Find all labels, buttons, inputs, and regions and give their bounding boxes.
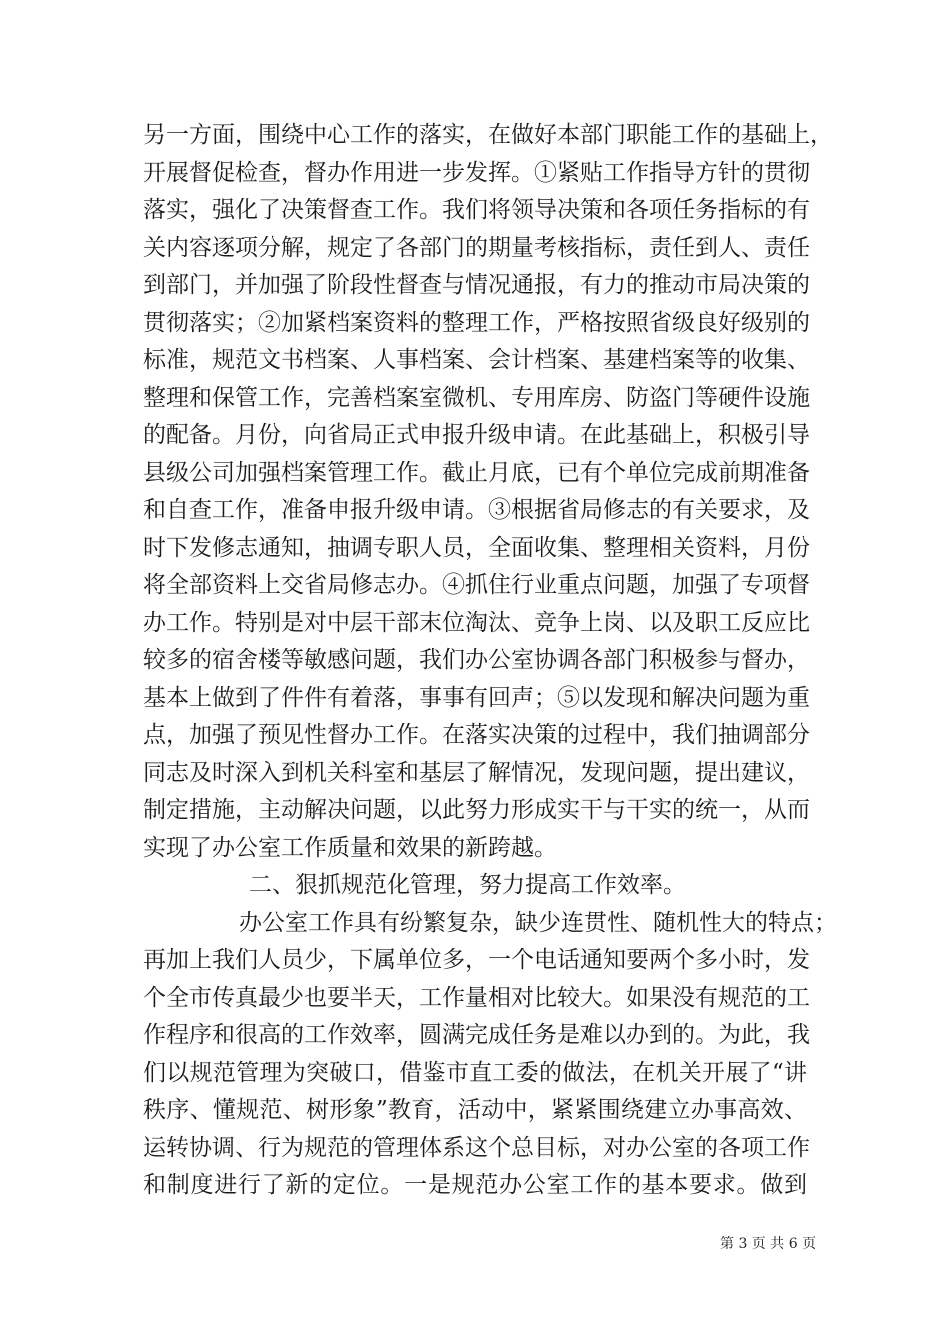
- text-line: 县级公司加强档案管理工作。截止月底，已有个单位完成前期准备: [143, 459, 810, 486]
- text-line: 和制度进行了新的定位。一是规范办公室工作的基本要求。做到: [143, 1172, 807, 1198]
- text-line: 实现了办公室工作质量和效果的新跨越。: [143, 834, 557, 861]
- text-line: 秩序、懂规范、树形象”教育，活动中，紧紧围绕建立办事高效、: [143, 1097, 807, 1123]
- text-line: 另一方面，围绕中心工作的落实，在做好本部门职能工作的基础上，: [143, 122, 833, 148]
- text-line: 们以规范管理为突破口，借鉴市直工委的做法，在机关开展了“讲: [143, 1059, 807, 1086]
- text-line: 和自查工作，准备申报升级申请。③根据省局修志的有关要求，及: [143, 497, 810, 523]
- text-line: 整理和保管工作，完善档案室微机、专用库房、防盗门等硬件设施: [143, 384, 810, 411]
- text-line: 个全市传真最少也要半天，工作量相对比较大。如果没有规范的工: [143, 984, 810, 1011]
- text-line: 开展督促检查，督办作用进一步发挥。①紧贴工作指导方针的贯彻: [143, 159, 810, 186]
- text-line: 到部门，并加强了阶段性督查与情况通报，有力的推动市局决策的: [143, 272, 810, 298]
- page-number: 第 3 页 共 6 页: [720, 1236, 817, 1252]
- text-line: 同志及时深入到机关科室和基层了解情况，发现问题，提出建议，: [143, 759, 810, 786]
- text-line: 关内容逐项分解，规定了各部门的期量考核指标，责任到人、责任: [143, 234, 810, 261]
- text-line: 贯彻落实；②加紧档案资料的整理工作，严格按照省级良好级别的: [143, 309, 810, 336]
- text-line: 落实，强化了决策督查工作。我们将领导决策和各项任务指标的有: [143, 197, 810, 223]
- text-line: 时下发修志通知，抽调专职人员，全面收集、整理相关资料，月份: [143, 534, 810, 561]
- text-line: 制定措施，主动解决问题，以此努力形成实干与干实的统一，从而: [143, 797, 810, 823]
- paragraph-first-line: 办公室工作具有纷繁复杂，缺少连贯性、随机性大的特点；: [239, 909, 837, 936]
- section-heading: 二、狠抓规范化管理，努力提高工作效率。: [249, 872, 686, 898]
- text-line: 将全部资料上交省局修志办。④抓住行业重点问题，加强了专项督: [143, 572, 810, 598]
- text-line: 点，加强了预见性督办工作。在落实决策的过程中，我们抽调部分: [143, 722, 810, 748]
- text-line: 的配备。月份，向省局正式申报升级申请。在此基础上，积极引导: [143, 422, 810, 448]
- text-line: 标准，规范文书档案、人事档案、会计档案、基建档案等的收集、: [143, 347, 810, 373]
- document-body: [143, 117, 837, 1205]
- text-line: 基本上做到了件件有着落，事事有回声；⑤以发现和解决问题为重: [143, 684, 810, 711]
- text-line: 作程序和很高的工作效率，圆满完成任务是难以办到的。为此，我: [143, 1022, 810, 1048]
- text-line: 较多的宿舍楼等敏感问题，我们办公室协调各部门积极参与督办，: [143, 647, 810, 673]
- text-line: 办工作。特别是对中层干部末位淘汰、竞争上岗、以及职工反应比: [143, 609, 810, 636]
- text-line: 再加上我们人员少，下属单位多，一个电话通知要两个多小时，发: [143, 947, 810, 973]
- text-line: 运转协调、行为规范的管理体系这个总目标，对办公室的各项工作: [143, 1134, 810, 1161]
